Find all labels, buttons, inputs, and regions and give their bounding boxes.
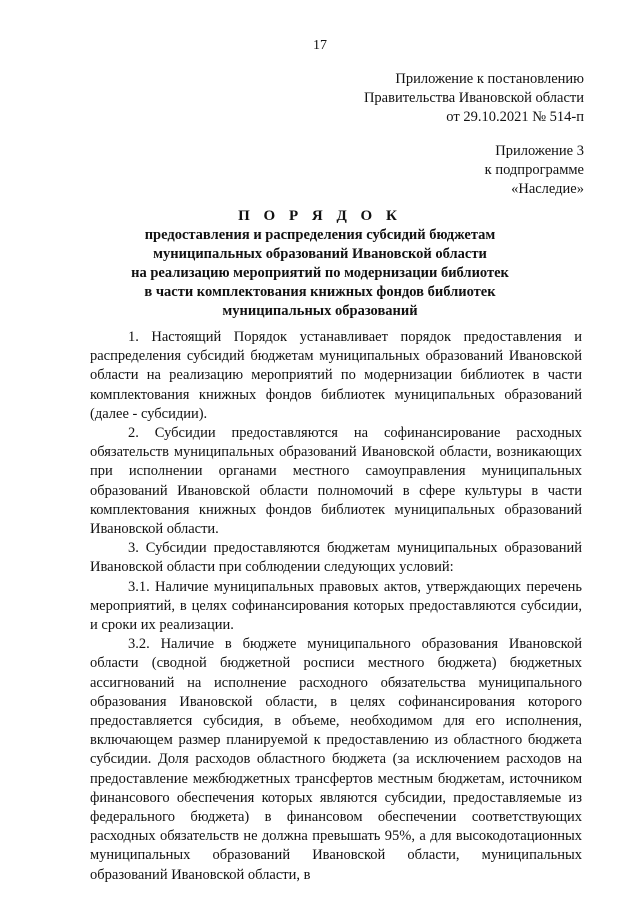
paragraph-3-2: 3.2. Наличие в бюджете муниципального образования Ивановской области (сводной бюджетной росписи местного бюджета) бюджетных ассигнований на исполнение расходного обязательства муниципального образования Ивановской области, в целях софинансирования которого предоставляется субсидия, в объеме, необходимом для его исполнения, включающем размер планируемой к предоставлению из областного бюджета субсидии. Доля расходов областного бюджета (за исключением расходов на предоставление межбюджетных трансфертов местным бюджетам, источником финансового обеспечения которых являются субсидии, предоставляемые из федерального бюджета) в финансовом обеспечении соответствующих расходных обязательств не должна превышать 95%, а для высокодотационных муниципальных образований Ивановской области, муниципальных образований Ивановской области, в xyxy=(90,636,582,883)
title-subtitle-line: муниципальных образований xyxy=(222,303,418,319)
paragraph-2: 2. Субсидии предоставляются на софинансирование расходных обязательств муниципальных образований Ивановской области, возникающих при исполнении органами местного самоуправления муниципальных образований Ивановской области полномочий в сфере культуры в части комплектования книжных фондов библиотек муниципальных образований Ивановской области. xyxy=(90,425,582,538)
appendix-main-line: от 29.10.2021 № 514-п xyxy=(446,109,584,125)
appendix-sub-line: «Наследие» xyxy=(511,181,584,197)
appendix-main-line: Правительства Ивановской области xyxy=(363,90,584,106)
appendix-sub-header xyxy=(485,142,584,199)
title-subtitle-line: муниципальных образований Ивановской области xyxy=(153,246,487,262)
paragraph-3: 3. Субсидии предоставляются бюджетам муниципальных образований Ивановской области при соблюдении следующих условий: xyxy=(90,540,582,576)
paragraph-1: 1. Настоящий Порядок устанавливает порядок предоставления и распределения субсидий бюджетам муниципальных образований Ивановской области на реализацию мероприятий по модернизации библиотек в части комплектования книжных фондов библиотек муниципальных образований (далее - субсидии). xyxy=(90,329,582,422)
appendix-main-line: Приложение к постановлению xyxy=(395,71,584,87)
title-subtitle-line: на реализацию мероприятий по модернизации библиотек xyxy=(131,265,509,281)
appendix-sub-line: к подпрограмме xyxy=(484,162,584,178)
document-body xyxy=(90,328,582,885)
page-number: 17 xyxy=(313,38,327,53)
document-title xyxy=(70,206,570,321)
title-subtitle-line: в части комплектования книжных фондов библиотек xyxy=(144,284,496,300)
paragraph-3-1: 3.1. Наличие муниципальных правовых актов, утверждающих перечень мероприятий, в целях софинансирования которых предоставляются субсидии, и сроки их реализации. xyxy=(90,578,582,634)
appendix-sub-line: Приложение 3 xyxy=(495,143,584,159)
title-main: П О Р Я Д О К xyxy=(238,208,402,224)
title-subtitle-line: предоставления и распределения субсидий бюджетам xyxy=(144,227,496,243)
appendix-main-header xyxy=(364,70,584,127)
